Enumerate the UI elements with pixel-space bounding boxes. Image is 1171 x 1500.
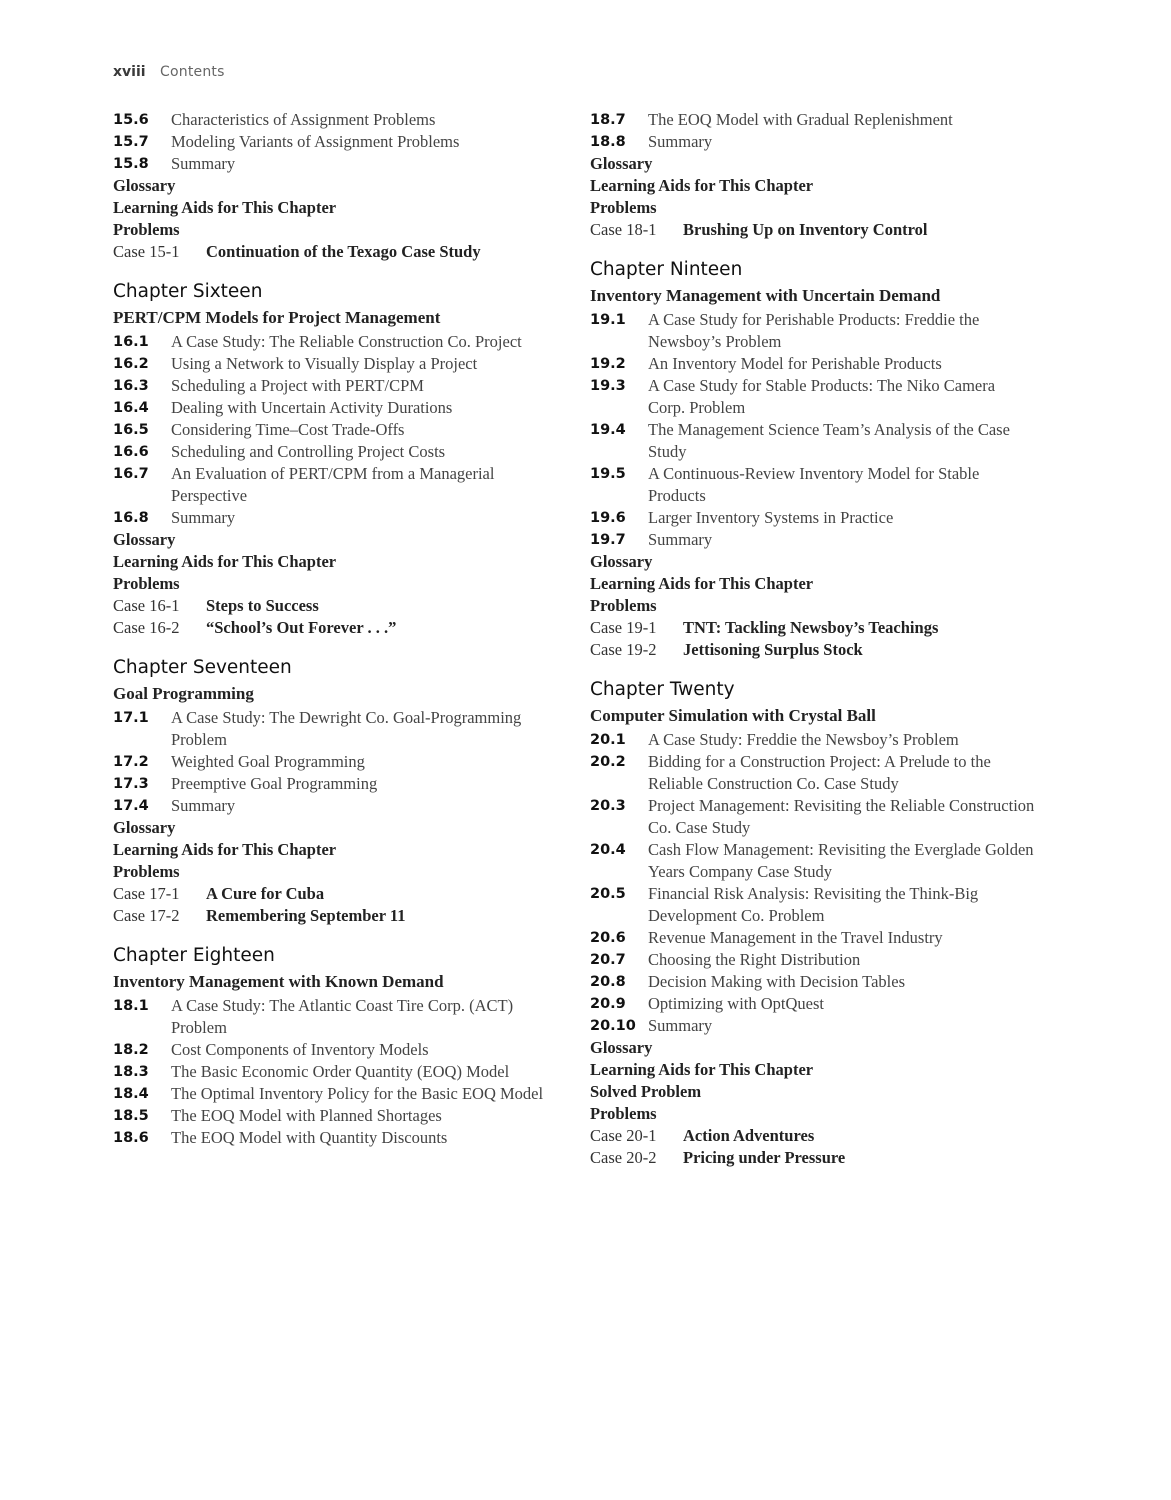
section-number: 17.1 [113,710,149,726]
section-title: Revenue Management in the Travel Industry [648,928,943,947]
section-number: 19.4 [590,422,626,438]
section-title: Cash Flow Management: Revisiting the Everglade Golden Years Company Case Study [648,840,1034,881]
toc-extra-entry: Glossary [113,818,176,837]
section-title: Preemptive Goal Programming [171,774,378,793]
toc-section-entry [113,1105,558,1127]
section-title: Considering Time–Cost Trade-Offs [171,420,405,439]
toc-section-entry [113,131,558,153]
toc-section-entry [113,441,558,463]
section-title: The EOQ Model with Quantity Discounts [171,1128,448,1147]
section-number: 16.8 [113,510,149,526]
toc-extra-entry: Solved Problem [590,1082,702,1101]
section-title: The Optimal Inventory Policy for the Basic EOQ Model [171,1084,544,1103]
toc-section-entry [113,1083,558,1105]
toc-section-entry [590,109,1035,131]
section-title: Using a Network to Visually Display a Project [171,354,478,373]
section-number: 18.3 [113,1064,149,1080]
toc-extra-entry: Glossary [113,530,176,549]
toc-section-entry [113,109,558,131]
section-title: Optimizing with OptQuest [648,994,824,1013]
section-title: Weighted Goal Programming [171,752,365,771]
section-number: 16.3 [113,378,149,394]
section-title: A Case Study: Freddie the Newsboy’s Problem [648,730,959,749]
section-title: Financial Risk Analysis: Revisiting the Think-Big Development Co. Problem [648,884,979,925]
section-number: 16.1 [113,334,149,350]
section-number: 20.10 [590,1018,636,1034]
section-number: 20.3 [590,798,626,814]
toc-section-entry [113,353,558,375]
toc-case-entry [590,617,1035,639]
toc-section-entry [113,751,558,773]
running-head [113,64,225,80]
toc-extra-entry: Problems [590,1104,657,1123]
toc-section-entry [590,463,1035,507]
toc-section-entry [590,949,1035,971]
section-title: Project Management: Revisiting the Reliable Construction Co. Case Study [648,796,1035,837]
section-number: 19.1 [590,312,626,328]
toc-column-left [113,109,558,1149]
chapter-heading: Chapter Ninteen [590,259,743,280]
section-number: 20.6 [590,930,626,946]
chapter-subtitle: PERT/CPM Models for Project Management [113,308,441,327]
toc-column-right [590,109,1035,1169]
chapter-block [590,257,1035,661]
chapter-subtitle: Inventory Management with Known Demand [113,972,444,991]
chapter-block [590,109,1035,241]
toc-section-entry [113,795,558,817]
case-number: Case 16-2 [113,618,180,637]
toc-extra-entry: Learning Aids for This Chapter [590,574,814,593]
toc-extra-entry: Problems [113,220,180,239]
toc-extra-entry: Glossary [590,154,653,173]
section-number: 18.7 [590,112,626,128]
toc-section-entry [113,707,558,751]
case-number: Case 20-1 [590,1126,657,1145]
section-number: 18.1 [113,998,149,1014]
section-title: Summary [171,154,236,173]
toc-extra-entry: Learning Aids for This Chapter [590,1060,814,1079]
toc-section-entry [113,153,558,175]
section-title: Summary [648,132,713,151]
section-number: 20.4 [590,842,626,858]
section-title: A Case Study: The Dewright Co. Goal-Programming Problem [171,708,522,749]
toc-section-entry [590,795,1035,839]
toc-section-entry [590,883,1035,927]
chapter-block [113,943,558,1149]
section-number: 15.8 [113,156,149,172]
case-title: A Cure for Cuba [206,884,325,903]
toc-extra-entry: Learning Aids for This Chapter [113,198,337,217]
section-title: The Basic Economic Order Quantity (EOQ) Model [171,1062,510,1081]
case-number: Case 19-1 [590,618,657,637]
case-title: Action Adventures [683,1126,815,1145]
toc-section-entry [113,507,558,529]
section-number: 15.6 [113,112,149,128]
toc-section-entry [590,971,1035,993]
section-title: Summary [648,1016,713,1035]
case-number: Case 17-1 [113,884,180,903]
section-title: Cost Components of Inventory Models [171,1040,429,1059]
section-title: A Case Study for Stable Products: The Niko Camera Corp. Problem [648,376,996,417]
section-number: 19.2 [590,356,626,372]
section-title: The EOQ Model with Gradual Replenishment [648,110,953,129]
chapter-subtitle: Inventory Management with Uncertain Demand [590,286,941,305]
toc-case-entry [113,241,558,263]
toc-section-entry [590,131,1035,153]
section-number: 20.8 [590,974,626,990]
chapter-block [113,109,558,263]
page-number: xviii [113,64,146,80]
case-title: Remembering September 11 [206,906,406,925]
toc-extra-entry: Problems [590,198,657,217]
chapter-heading: Chapter Sixteen [113,281,263,302]
toc-extra-entry: Problems [590,596,657,615]
section-number: 16.4 [113,400,149,416]
section-number: 19.6 [590,510,626,526]
toc-extra-entry: Problems [113,862,180,881]
toc-section-entry [590,729,1035,751]
toc-case-entry [113,617,558,639]
section-title: Characteristics of Assignment Problems [171,110,436,129]
toc-section-entry [113,331,558,353]
case-title: TNT: Tackling Newsboy’s Teachings [683,618,939,637]
section-title: Modeling Variants of Assignment Problems [171,132,460,151]
section-title: A Case Study for Perishable Products: Freddie the Newsboy’s Problem [648,310,980,351]
section-number: 18.4 [113,1086,149,1102]
section-number: 20.1 [590,732,626,748]
toc-case-entry [113,905,558,927]
toc-extra-entry: Learning Aids for This Chapter [113,840,337,859]
section-title: The Management Science Team’s Analysis of the Case Study [648,420,1010,461]
section-number: 16.2 [113,356,149,372]
toc-extra-entry: Learning Aids for This Chapter [590,176,814,195]
toc-extra-entry: Glossary [113,176,176,195]
toc-section-entry [113,375,558,397]
section-number: 16.6 [113,444,149,460]
toc-section-entry [590,993,1035,1015]
section-number: 20.7 [590,952,626,968]
toc-extra-entry: Problems [113,574,180,593]
toc-section-entry [590,839,1035,883]
section-title: A Case Study: The Reliable Construction Co. Project [171,332,522,351]
toc-extra-entry: Glossary [590,552,653,571]
section-title: Larger Inventory Systems in Practice [648,508,894,527]
section-number: 17.3 [113,776,149,792]
toc-section-entry [113,1039,558,1061]
case-title: Steps to Success [206,596,319,615]
chapter-subtitle: Goal Programming [113,684,254,703]
toc-case-entry [590,1125,1035,1147]
toc-section-entry [590,529,1035,551]
toc-section-entry [113,773,558,795]
section-number: 19.3 [590,378,626,394]
section-number: 18.6 [113,1130,149,1146]
case-number: Case 18-1 [590,220,657,239]
toc-case-entry [590,1147,1035,1169]
section-number: 19.7 [590,532,626,548]
toc-section-entry [590,1015,1035,1037]
toc-section-entry [590,927,1035,949]
case-title: Continuation of the Texago Case Study [206,242,481,261]
toc-section-entry [113,397,558,419]
section-title: Scheduling and Controlling Project Costs [171,442,446,461]
chapter-block [590,677,1035,1169]
chapter-heading: Chapter Seventeen [113,657,292,678]
section-number: 18.8 [590,134,626,150]
section-title: Choosing the Right Distribution [648,950,861,969]
case-title: “School’s Out Forever . . .” [206,618,397,637]
chapter-block [113,655,558,927]
chapter-subtitle: Computer Simulation with Crystal Ball [590,706,876,725]
running-head-title: Contents [160,64,225,80]
section-number: 20.5 [590,886,626,902]
section-title: Bidding for a Construction Project: A Prelude to the Reliable Construction Co. Case Study [648,752,991,793]
section-number: 17.4 [113,798,149,814]
case-title: Jettisoning Surplus Stock [683,640,863,659]
section-number: 16.7 [113,466,149,482]
section-number: 20.2 [590,754,626,770]
chapter-heading: Chapter Eighteen [113,945,275,966]
toc-section-entry [113,1127,558,1149]
toc-section-entry [590,309,1035,353]
section-title: Summary [171,796,236,815]
section-title: Scheduling a Project with PERT/CPM [171,376,424,395]
case-title: Brushing Up on Inventory Control [683,220,928,239]
section-title: Summary [648,530,713,549]
section-number: 18.2 [113,1042,149,1058]
toc-section-entry [113,463,558,507]
toc-section-entry [113,995,558,1039]
case-number: Case 20-2 [590,1148,657,1167]
section-number: 19.5 [590,466,626,482]
toc-section-entry [590,507,1035,529]
toc-section-entry [590,353,1035,375]
toc-case-entry [113,595,558,617]
case-number: Case 19-2 [590,640,657,659]
section-title: An Evaluation of PERT/CPM from a Managerial Perspective [171,464,495,505]
section-title: A Continuous-Review Inventory Model for Stable Products [648,464,980,505]
chapter-block [113,279,558,639]
toc-section-entry [113,419,558,441]
toc-section-entry [590,375,1035,419]
case-number: Case 16-1 [113,596,180,615]
toc-case-entry [113,883,558,905]
toc-section-entry [113,1061,558,1083]
toc-extra-entry: Glossary [590,1038,653,1057]
chapter-heading: Chapter Twenty [590,679,735,700]
section-number: 17.2 [113,754,149,770]
section-title: Summary [171,508,236,527]
section-title: A Case Study: The Atlantic Coast Tire Corp. (ACT) Problem [171,996,514,1037]
section-title: An Inventory Model for Perishable Products [648,354,942,373]
section-number: 20.9 [590,996,626,1012]
section-number: 18.5 [113,1108,149,1124]
case-number: Case 15-1 [113,242,180,261]
toc-case-entry [590,639,1035,661]
toc-section-entry [590,751,1035,795]
case-number: Case 17-2 [113,906,180,925]
case-title: Pricing under Pressure [683,1148,846,1167]
toc-case-entry [590,219,1035,241]
section-number: 15.7 [113,134,149,150]
section-title: The EOQ Model with Planned Shortages [171,1106,442,1125]
section-number: 16.5 [113,422,149,438]
section-title: Decision Making with Decision Tables [648,972,905,991]
toc-section-entry [590,419,1035,463]
section-title: Dealing with Uncertain Activity Durations [171,398,453,417]
toc-extra-entry: Learning Aids for This Chapter [113,552,337,571]
